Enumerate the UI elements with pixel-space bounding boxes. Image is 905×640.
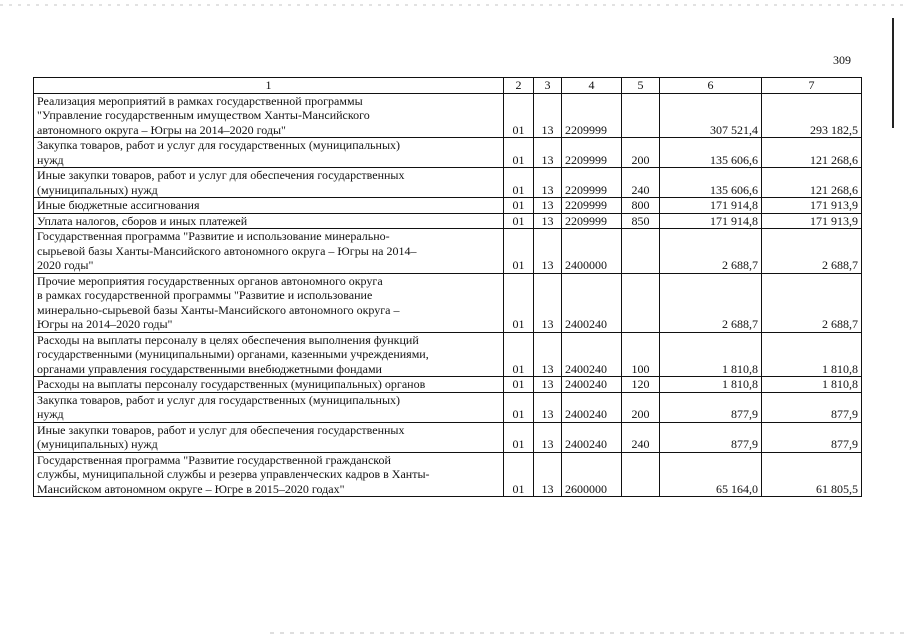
- budget-table: [33, 77, 862, 497]
- header-cell: 6: [660, 78, 762, 94]
- row-target-code: 2209999: [562, 213, 622, 229]
- row-amount-2: 2 688,7: [762, 229, 862, 274]
- row-name: Иные бюджетные ассигнования: [34, 198, 504, 214]
- row-amount-1: 2 688,7: [660, 273, 762, 332]
- row-expense-type: 240: [622, 422, 660, 452]
- row-amount-2: 171 913,9: [762, 198, 862, 214]
- row-expense-type: 100: [622, 332, 660, 377]
- row-expense-type: 240: [622, 168, 660, 198]
- row-expense-type: 800: [622, 198, 660, 214]
- table-row: [34, 93, 862, 138]
- row-amount-1: 171 914,8: [660, 198, 762, 214]
- header-cell: 5: [622, 78, 660, 94]
- row-subsection: 13: [534, 452, 562, 497]
- row-expense-type: 200: [622, 392, 660, 422]
- row-target-code: 2209999: [562, 93, 622, 138]
- row-amount-2: 171 913,9: [762, 213, 862, 229]
- row-amount-1: 877,9: [660, 392, 762, 422]
- row-subsection: 13: [534, 332, 562, 377]
- row-amount-1: 1 810,8: [660, 332, 762, 377]
- row-subsection: 13: [534, 93, 562, 138]
- row-expense-type: 850: [622, 213, 660, 229]
- header-cell: 7: [762, 78, 862, 94]
- page-number: 309: [833, 53, 851, 67]
- table-row: [34, 138, 862, 168]
- table-row: [34, 377, 862, 393]
- row-amount-1: 307 521,4: [660, 93, 762, 138]
- row-section: 01: [504, 273, 534, 332]
- header-cell: 1: [34, 78, 504, 94]
- row-subsection: 13: [534, 198, 562, 214]
- row-target-code: 2209999: [562, 198, 622, 214]
- row-amount-2: 121 268,6: [762, 138, 862, 168]
- table-row: [34, 273, 862, 332]
- row-expense-type: [622, 452, 660, 497]
- row-expense-type: 120: [622, 377, 660, 393]
- scan-edge-mark: [892, 18, 894, 128]
- row-name: Государственная программа "Развитие и использование минерально- сырьевой базы Ханты-Мансийского автономного округа – Югры на 2014– 2020 годы": [34, 229, 504, 274]
- row-expense-type: [622, 273, 660, 332]
- header-cell: 2: [504, 78, 534, 94]
- row-subsection: 13: [534, 168, 562, 198]
- row-section: 01: [504, 93, 534, 138]
- row-name: Уплата налогов, сборов и иных платежей: [34, 213, 504, 229]
- row-subsection: 13: [534, 273, 562, 332]
- row-name: Реализация мероприятий в рамках государственной программы "Управление государственным имуществом Ханты-Мансийского автономного округа – Югры на 2014–2020 годы": [34, 93, 504, 138]
- row-section: 01: [504, 138, 534, 168]
- row-target-code: 2400240: [562, 273, 622, 332]
- row-amount-2: 293 182,5: [762, 93, 862, 138]
- table-row: [34, 213, 862, 229]
- row-target-code: 2400240: [562, 422, 622, 452]
- row-name: Иные закупки товаров, работ и услуг для обеспечения государственных (муниципальных) нужд: [34, 422, 504, 452]
- row-section: 01: [504, 452, 534, 497]
- row-name: Закупка товаров, работ и услуг для государственных (муниципальных) нужд: [34, 392, 504, 422]
- row-subsection: 13: [534, 377, 562, 393]
- row-amount-2: 1 810,8: [762, 332, 862, 377]
- table-row: [34, 332, 862, 377]
- row-name: Расходы на выплаты персоналу в целях обеспечения выполнения функций государственными (муниципальными) органами, казенными учреждениями, органами управления государственными внебюджетными фондами: [34, 332, 504, 377]
- row-amount-1: 1 810,8: [660, 377, 762, 393]
- scan-artifact-top: [0, 4, 905, 6]
- row-amount-1: 135 606,6: [660, 138, 762, 168]
- header-cell: 4: [562, 78, 622, 94]
- row-amount-2: 877,9: [762, 392, 862, 422]
- row-amount-1: 65 164,0: [660, 452, 762, 497]
- row-target-code: 2600000: [562, 452, 622, 497]
- row-name: Прочие мероприятия государственных органов автономного округа в рамках государственной программы "Развитие и использование минерально-сырьевой базы Ханты-Мансийского автономного округа – Югры на 2014–2020 годы": [34, 273, 504, 332]
- row-amount-1: 171 914,8: [660, 213, 762, 229]
- scan-artifact-bottom: [270, 632, 905, 634]
- row-target-code: 2209999: [562, 138, 622, 168]
- row-target-code: 2400240: [562, 332, 622, 377]
- row-target-code: 2400240: [562, 392, 622, 422]
- row-section: 01: [504, 213, 534, 229]
- table-row: [34, 168, 862, 198]
- row-name: Государственная программа "Развитие государственной гражданской службы, муниципальной службы и резерва управленческих кадров в Ханты- Мансийском автономном округе – Югре в 2015–2020 годах": [34, 452, 504, 497]
- row-section: 01: [504, 377, 534, 393]
- table-row: [34, 452, 862, 497]
- row-section: 01: [504, 168, 534, 198]
- row-expense-type: [622, 93, 660, 138]
- row-target-code: 2209999: [562, 168, 622, 198]
- row-amount-1: 2 688,7: [660, 229, 762, 274]
- header-row: [34, 78, 862, 94]
- row-section: 01: [504, 392, 534, 422]
- row-subsection: 13: [534, 229, 562, 274]
- row-name: Закупка товаров, работ и услуг для государственных (муниципальных) нужд: [34, 138, 504, 168]
- row-section: 01: [504, 229, 534, 274]
- row-subsection: 13: [534, 422, 562, 452]
- row-target-code: 2400240: [562, 377, 622, 393]
- row-name: Расходы на выплаты персоналу государственных (муниципальных) органов: [34, 377, 504, 393]
- row-section: 01: [504, 198, 534, 214]
- table-row: [34, 422, 862, 452]
- row-section: 01: [504, 422, 534, 452]
- row-section: 01: [504, 332, 534, 377]
- row-amount-2: 121 268,6: [762, 168, 862, 198]
- row-amount-2: 2 688,7: [762, 273, 862, 332]
- row-subsection: 13: [534, 138, 562, 168]
- table-row: [34, 229, 862, 274]
- row-amount-1: 135 606,6: [660, 168, 762, 198]
- row-target-code: 2400000: [562, 229, 622, 274]
- row-expense-type: [622, 229, 660, 274]
- header-cell: 3: [534, 78, 562, 94]
- row-expense-type: 200: [622, 138, 660, 168]
- row-subsection: 13: [534, 392, 562, 422]
- row-subsection: 13: [534, 213, 562, 229]
- row-name: Иные закупки товаров, работ и услуг для обеспечения государственных (муниципальных) нужд: [34, 168, 504, 198]
- row-amount-2: 61 805,5: [762, 452, 862, 497]
- table-row: [34, 198, 862, 214]
- row-amount-1: 877,9: [660, 422, 762, 452]
- row-amount-2: 1 810,8: [762, 377, 862, 393]
- table-row: [34, 392, 862, 422]
- row-amount-2: 877,9: [762, 422, 862, 452]
